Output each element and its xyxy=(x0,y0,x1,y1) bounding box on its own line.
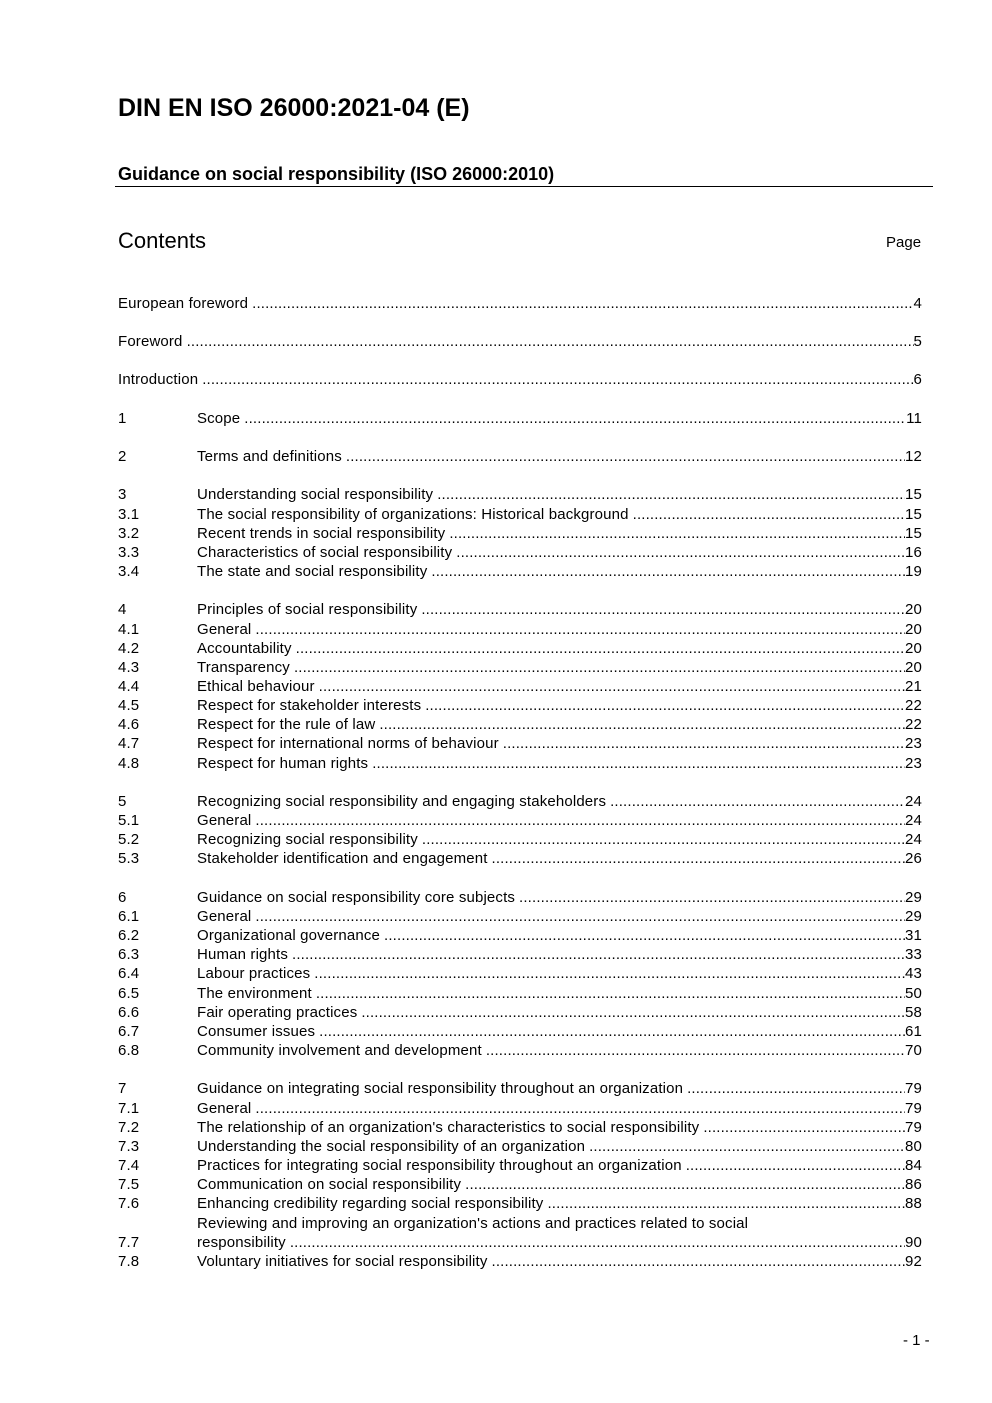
toc-entry[interactable] xyxy=(118,562,922,581)
toc-entry-number: 3.1 xyxy=(118,506,140,523)
toc-entry[interactable] xyxy=(118,696,922,715)
toc-dot-leader xyxy=(346,447,905,466)
toc-entry-page: 79 xyxy=(905,1119,922,1136)
toc-entry[interactable] xyxy=(118,984,922,1003)
toc-entry[interactable] xyxy=(118,945,922,964)
toc-entry[interactable] xyxy=(118,1099,922,1118)
toc-entry-title: The relationship of an organization's characteristics to social responsibility xyxy=(197,1119,700,1136)
toc-dot-leader xyxy=(431,562,905,581)
toc-entry-page: 22 xyxy=(905,716,922,733)
toc-entry[interactable] xyxy=(118,370,922,389)
toc-dot-leader xyxy=(547,1194,905,1213)
toc-entry-title: Respect for stakeholder interests xyxy=(197,697,422,714)
toc-dot-leader xyxy=(252,294,913,313)
toc-entry-number: 4.1 xyxy=(118,621,140,638)
toc-entry-title: General xyxy=(197,621,252,638)
toc-entry[interactable] xyxy=(118,332,922,351)
toc-entry-number: 7.3 xyxy=(118,1138,140,1155)
toc-entry[interactable] xyxy=(118,1118,922,1137)
toc-entry-page: 6 xyxy=(913,371,922,388)
toc-entry-page: 61 xyxy=(905,1023,922,1040)
toc-entry-number: 4.2 xyxy=(118,640,140,657)
toc-entry-page: 20 xyxy=(905,621,922,638)
toc-entry[interactable] xyxy=(118,715,922,734)
toc-entry-page: 26 xyxy=(905,850,922,867)
toc-dot-leader xyxy=(314,964,905,983)
toc-entry-number: 7.5 xyxy=(118,1176,140,1193)
toc-entry-page: 70 xyxy=(905,1042,922,1059)
toc-entry-number: 4.7 xyxy=(118,735,140,752)
toc-dot-leader xyxy=(372,754,905,773)
toc-entry-title: General xyxy=(197,1100,252,1117)
toc-entry-page: 29 xyxy=(905,889,922,906)
toc-entry-page: 5 xyxy=(913,333,922,350)
toc-entry-title: Enhancing credibility regarding social responsibility xyxy=(197,1195,544,1212)
toc-entry-title: Guidance on social responsibility core subjects xyxy=(197,889,516,906)
toc-dot-leader xyxy=(686,1156,905,1175)
toc-entry[interactable] xyxy=(118,888,922,907)
toc-entry-number: 7.4 xyxy=(118,1157,140,1174)
toc-entry-title: Respect for international norms of behaviour xyxy=(197,735,499,752)
toc-dot-leader xyxy=(633,505,905,524)
toc-entry-page: 79 xyxy=(905,1080,922,1097)
toc-dot-leader xyxy=(589,1137,905,1156)
toc-dot-leader xyxy=(316,984,905,1003)
toc-entry-title: Understanding the social responsibility of an organization xyxy=(197,1138,586,1155)
document-subtitle: Guidance on social responsibility (ISO 26000:2010) xyxy=(118,164,555,184)
toc-entry-title: Ethical behaviour xyxy=(197,678,315,695)
toc-entry-page: 31 xyxy=(905,927,922,944)
toc-entry-page: 4 xyxy=(913,295,922,312)
toc-dot-leader xyxy=(421,600,905,619)
toc-entry-title: Recognizing social responsibility and engaging stakeholders xyxy=(197,793,607,810)
toc-entry[interactable] xyxy=(118,907,922,926)
toc-entry-title: Guidance on integrating social responsibility throughout an organization xyxy=(197,1080,684,1097)
toc-dot-leader xyxy=(465,1175,905,1194)
toc-entry-title: Labour practices xyxy=(197,965,311,982)
toc-entry-page: 22 xyxy=(905,697,922,714)
toc-entry[interactable] xyxy=(118,830,922,849)
toc-entry-title: Understanding social responsibility xyxy=(197,486,434,503)
toc-entry[interactable] xyxy=(118,639,922,658)
toc-entry-page: 84 xyxy=(905,1157,922,1174)
toc-entry-number: 7.7 xyxy=(118,1234,140,1251)
toc-entry-title: The state and social responsibility xyxy=(197,563,428,580)
toc-entry[interactable] xyxy=(118,1156,922,1175)
toc-dot-leader xyxy=(255,907,905,926)
toc-entry-number: 5 xyxy=(118,793,127,810)
toc-entry-page: 43 xyxy=(905,965,922,982)
toc-entry-number: 7 xyxy=(118,1080,127,1097)
toc-entry[interactable] xyxy=(118,600,922,619)
footer-page-number: - 1 - xyxy=(903,1332,930,1349)
toc-entry-number: 3.3 xyxy=(118,544,140,561)
toc-entry[interactable] xyxy=(118,294,922,313)
toc-entry-page: 92 xyxy=(905,1253,922,1270)
toc-entry-number: 7.8 xyxy=(118,1253,140,1270)
toc-entry-page: 20 xyxy=(905,640,922,657)
toc-entry-page: 23 xyxy=(905,735,922,752)
toc-dot-leader xyxy=(319,1022,905,1041)
toc-entry-page: 20 xyxy=(905,659,922,676)
toc-entry-page: 24 xyxy=(905,793,922,810)
toc-entry-page: 90 xyxy=(905,1234,922,1251)
toc-entry[interactable] xyxy=(118,409,922,428)
toc-dot-leader xyxy=(244,409,906,428)
toc-entry-title: Human rights xyxy=(197,946,289,963)
toc-entry[interactable] xyxy=(118,505,922,524)
toc-entry-page: 24 xyxy=(905,812,922,829)
toc-entry-title: The social responsibility of organizations: Historical background xyxy=(197,506,629,523)
toc-dot-leader xyxy=(703,1118,905,1137)
toc-dot-leader xyxy=(187,332,914,351)
toc-dot-leader xyxy=(294,658,905,677)
toc-entry-page: 50 xyxy=(905,985,922,1002)
toc-entry[interactable] xyxy=(118,811,922,830)
toc-entry-page: 58 xyxy=(905,1004,922,1021)
toc-dot-leader xyxy=(456,543,905,562)
toc-entry-title: Respect for human rights xyxy=(197,755,369,772)
toc-entry[interactable] xyxy=(118,734,922,753)
toc-dot-leader xyxy=(361,1003,905,1022)
toc-entry-page: 80 xyxy=(905,1138,922,1155)
toc-entry-title: Respect for the rule of law xyxy=(197,716,376,733)
toc-entry-number: 1 xyxy=(118,410,127,427)
toc-entry[interactable] xyxy=(118,1003,922,1022)
toc-entry-number: 3.4 xyxy=(118,563,140,580)
toc-entry-title: General xyxy=(197,812,252,829)
toc-entry-number: 3 xyxy=(118,486,127,503)
toc-entry-page: 88 xyxy=(905,1195,922,1212)
toc-entry-title: Recent trends in social responsibility xyxy=(197,525,446,542)
toc-entry-title: Foreword xyxy=(118,333,183,350)
toc-dot-leader xyxy=(519,888,905,907)
toc-entry[interactable] xyxy=(118,792,922,811)
toc-dot-leader xyxy=(319,677,905,696)
toc-entry-title: General xyxy=(197,908,252,925)
toc-entry[interactable] xyxy=(118,485,922,504)
toc-dot-leader xyxy=(255,620,905,639)
toc-dot-leader xyxy=(202,370,913,389)
toc-entry[interactable] xyxy=(118,447,922,466)
toc-entry-page: 86 xyxy=(905,1176,922,1193)
toc-entry-title: Principles of social responsibility xyxy=(197,601,418,618)
toc-entry-number: 6.8 xyxy=(118,1042,140,1059)
toc-entry-number: 6.1 xyxy=(118,908,140,925)
toc-entry-number: 7.1 xyxy=(118,1100,140,1117)
toc-entry[interactable] xyxy=(118,926,922,945)
toc-entry-title: Organizational governance xyxy=(197,927,381,944)
toc-entry-title: Scope xyxy=(197,410,241,427)
toc-entry-number: 6.6 xyxy=(118,1004,140,1021)
toc-entry[interactable] xyxy=(118,543,922,562)
toc-dot-leader xyxy=(255,811,905,830)
toc-entry-title: Recognizing social responsibility xyxy=(197,831,418,848)
toc-entry-title: Practices for integrating social responsibility throughout an organization xyxy=(197,1157,682,1174)
toc-entry-page: 23 xyxy=(905,755,922,772)
toc-entry-title: Terms and definitions xyxy=(197,448,342,465)
toc-entry-number: 5.1 xyxy=(118,812,140,829)
toc-entry-title: Community involvement and development xyxy=(197,1042,482,1059)
toc-entry[interactable] xyxy=(118,754,922,773)
toc-entry[interactable] xyxy=(118,1194,922,1213)
toc-entry-title: Reviewing and improving an organization's actions and practices related to social xyxy=(197,1215,749,1232)
toc-entry-title: European foreword xyxy=(118,295,249,312)
toc-entry[interactable] xyxy=(118,677,922,696)
toc-dot-leader xyxy=(296,639,905,658)
toc-dot-leader xyxy=(503,734,905,753)
toc-entry[interactable] xyxy=(118,1252,922,1271)
toc-dot-leader xyxy=(255,1099,905,1118)
toc-entry-title: Voluntary initiatives for social responsibility xyxy=(197,1253,488,1270)
toc-entry-title: Stakeholder identification and engagement xyxy=(197,850,488,867)
toc-entry-page: 29 xyxy=(905,908,922,925)
toc-entry-page: 11 xyxy=(906,410,922,427)
toc-dot-leader xyxy=(290,1233,905,1252)
toc-entry-page: 24 xyxy=(905,831,922,848)
toc-entry-title: Accountability xyxy=(197,640,292,657)
toc-entry-number: 7.2 xyxy=(118,1119,140,1136)
toc-dot-leader xyxy=(492,849,905,868)
toc-entry-number: 4.6 xyxy=(118,716,140,733)
toc-entry-page: 19 xyxy=(905,563,922,580)
toc-entry-number: 7.6 xyxy=(118,1195,140,1212)
toc-entry-page: 21 xyxy=(905,678,922,695)
toc-entry[interactable] xyxy=(118,524,922,543)
toc-entry-title-continued: responsibility xyxy=(197,1234,286,1251)
toc-entry[interactable] xyxy=(118,658,922,677)
toc-entry[interactable] xyxy=(118,1137,922,1156)
toc-entry-title: Consumer issues xyxy=(197,1023,316,1040)
toc-entry-number: 6 xyxy=(118,889,127,906)
toc-dot-leader xyxy=(292,945,905,964)
toc-entry-title: Communication on social responsibility xyxy=(197,1176,462,1193)
toc-entry-title: Fair operating practices xyxy=(197,1004,358,1021)
toc-dot-leader xyxy=(492,1252,905,1271)
toc-entry-number: 4 xyxy=(118,601,127,618)
toc-entry-number: 6.4 xyxy=(118,965,140,982)
toc-entry-number: 4.4 xyxy=(118,678,140,695)
toc-entry-number: 4.3 xyxy=(118,659,140,676)
toc-entry[interactable] xyxy=(118,1175,922,1194)
toc-dot-leader xyxy=(379,715,905,734)
contents-heading: Contents xyxy=(118,228,207,253)
toc-entry-number: 3.2 xyxy=(118,525,140,542)
toc-dot-leader xyxy=(610,792,905,811)
toc-entry-number: 6.2 xyxy=(118,927,140,944)
title-divider xyxy=(115,186,933,187)
toc-entry-number: 5.2 xyxy=(118,831,140,848)
toc-entry-number: 5.3 xyxy=(118,850,140,867)
toc-entry-number: 4.5 xyxy=(118,697,140,714)
toc-entry-title: Introduction xyxy=(118,371,199,388)
toc-entry-page: 33 xyxy=(905,946,922,963)
toc-entry-page: 15 xyxy=(905,506,922,523)
toc-entry-title: Characteristics of social responsibility xyxy=(197,544,453,561)
toc-entry-number: 6.5 xyxy=(118,985,140,1002)
toc-entry[interactable] xyxy=(118,1041,922,1060)
toc-entry-page: 79 xyxy=(905,1100,922,1117)
toc-entry-number: 4.8 xyxy=(118,755,140,772)
toc-entry[interactable] xyxy=(118,1079,922,1098)
toc-dot-leader xyxy=(422,830,905,849)
document-title: DIN EN ISO 26000:2021-04 (E) xyxy=(118,94,470,122)
toc-entry-page: 12 xyxy=(905,448,922,465)
toc-entry[interactable] xyxy=(118,1022,922,1041)
toc-dot-leader xyxy=(384,926,905,945)
toc-dot-leader xyxy=(449,524,905,543)
toc-entry-page: 20 xyxy=(905,601,922,618)
toc-dot-leader xyxy=(437,485,905,504)
toc-entry-page: 15 xyxy=(905,486,922,503)
toc-entry-title: Transparency xyxy=(197,659,290,676)
toc-entry-number: 2 xyxy=(118,448,127,465)
toc-entry[interactable] xyxy=(118,1215,922,1252)
toc-dot-leader xyxy=(687,1079,905,1098)
toc-entry-title: The environment xyxy=(197,985,312,1002)
toc-entry[interactable] xyxy=(118,849,922,868)
toc-entry[interactable] xyxy=(118,964,922,983)
toc-entry-page: 15 xyxy=(905,525,922,542)
page-column-heading: Page xyxy=(886,234,922,251)
toc-dot-leader xyxy=(486,1041,905,1060)
toc-entry-page: 16 xyxy=(905,544,922,561)
toc-entry[interactable] xyxy=(118,620,922,639)
toc-entry-number: 6.7 xyxy=(118,1023,140,1040)
toc-entry-number: 6.3 xyxy=(118,946,140,963)
toc-dot-leader xyxy=(425,696,905,715)
